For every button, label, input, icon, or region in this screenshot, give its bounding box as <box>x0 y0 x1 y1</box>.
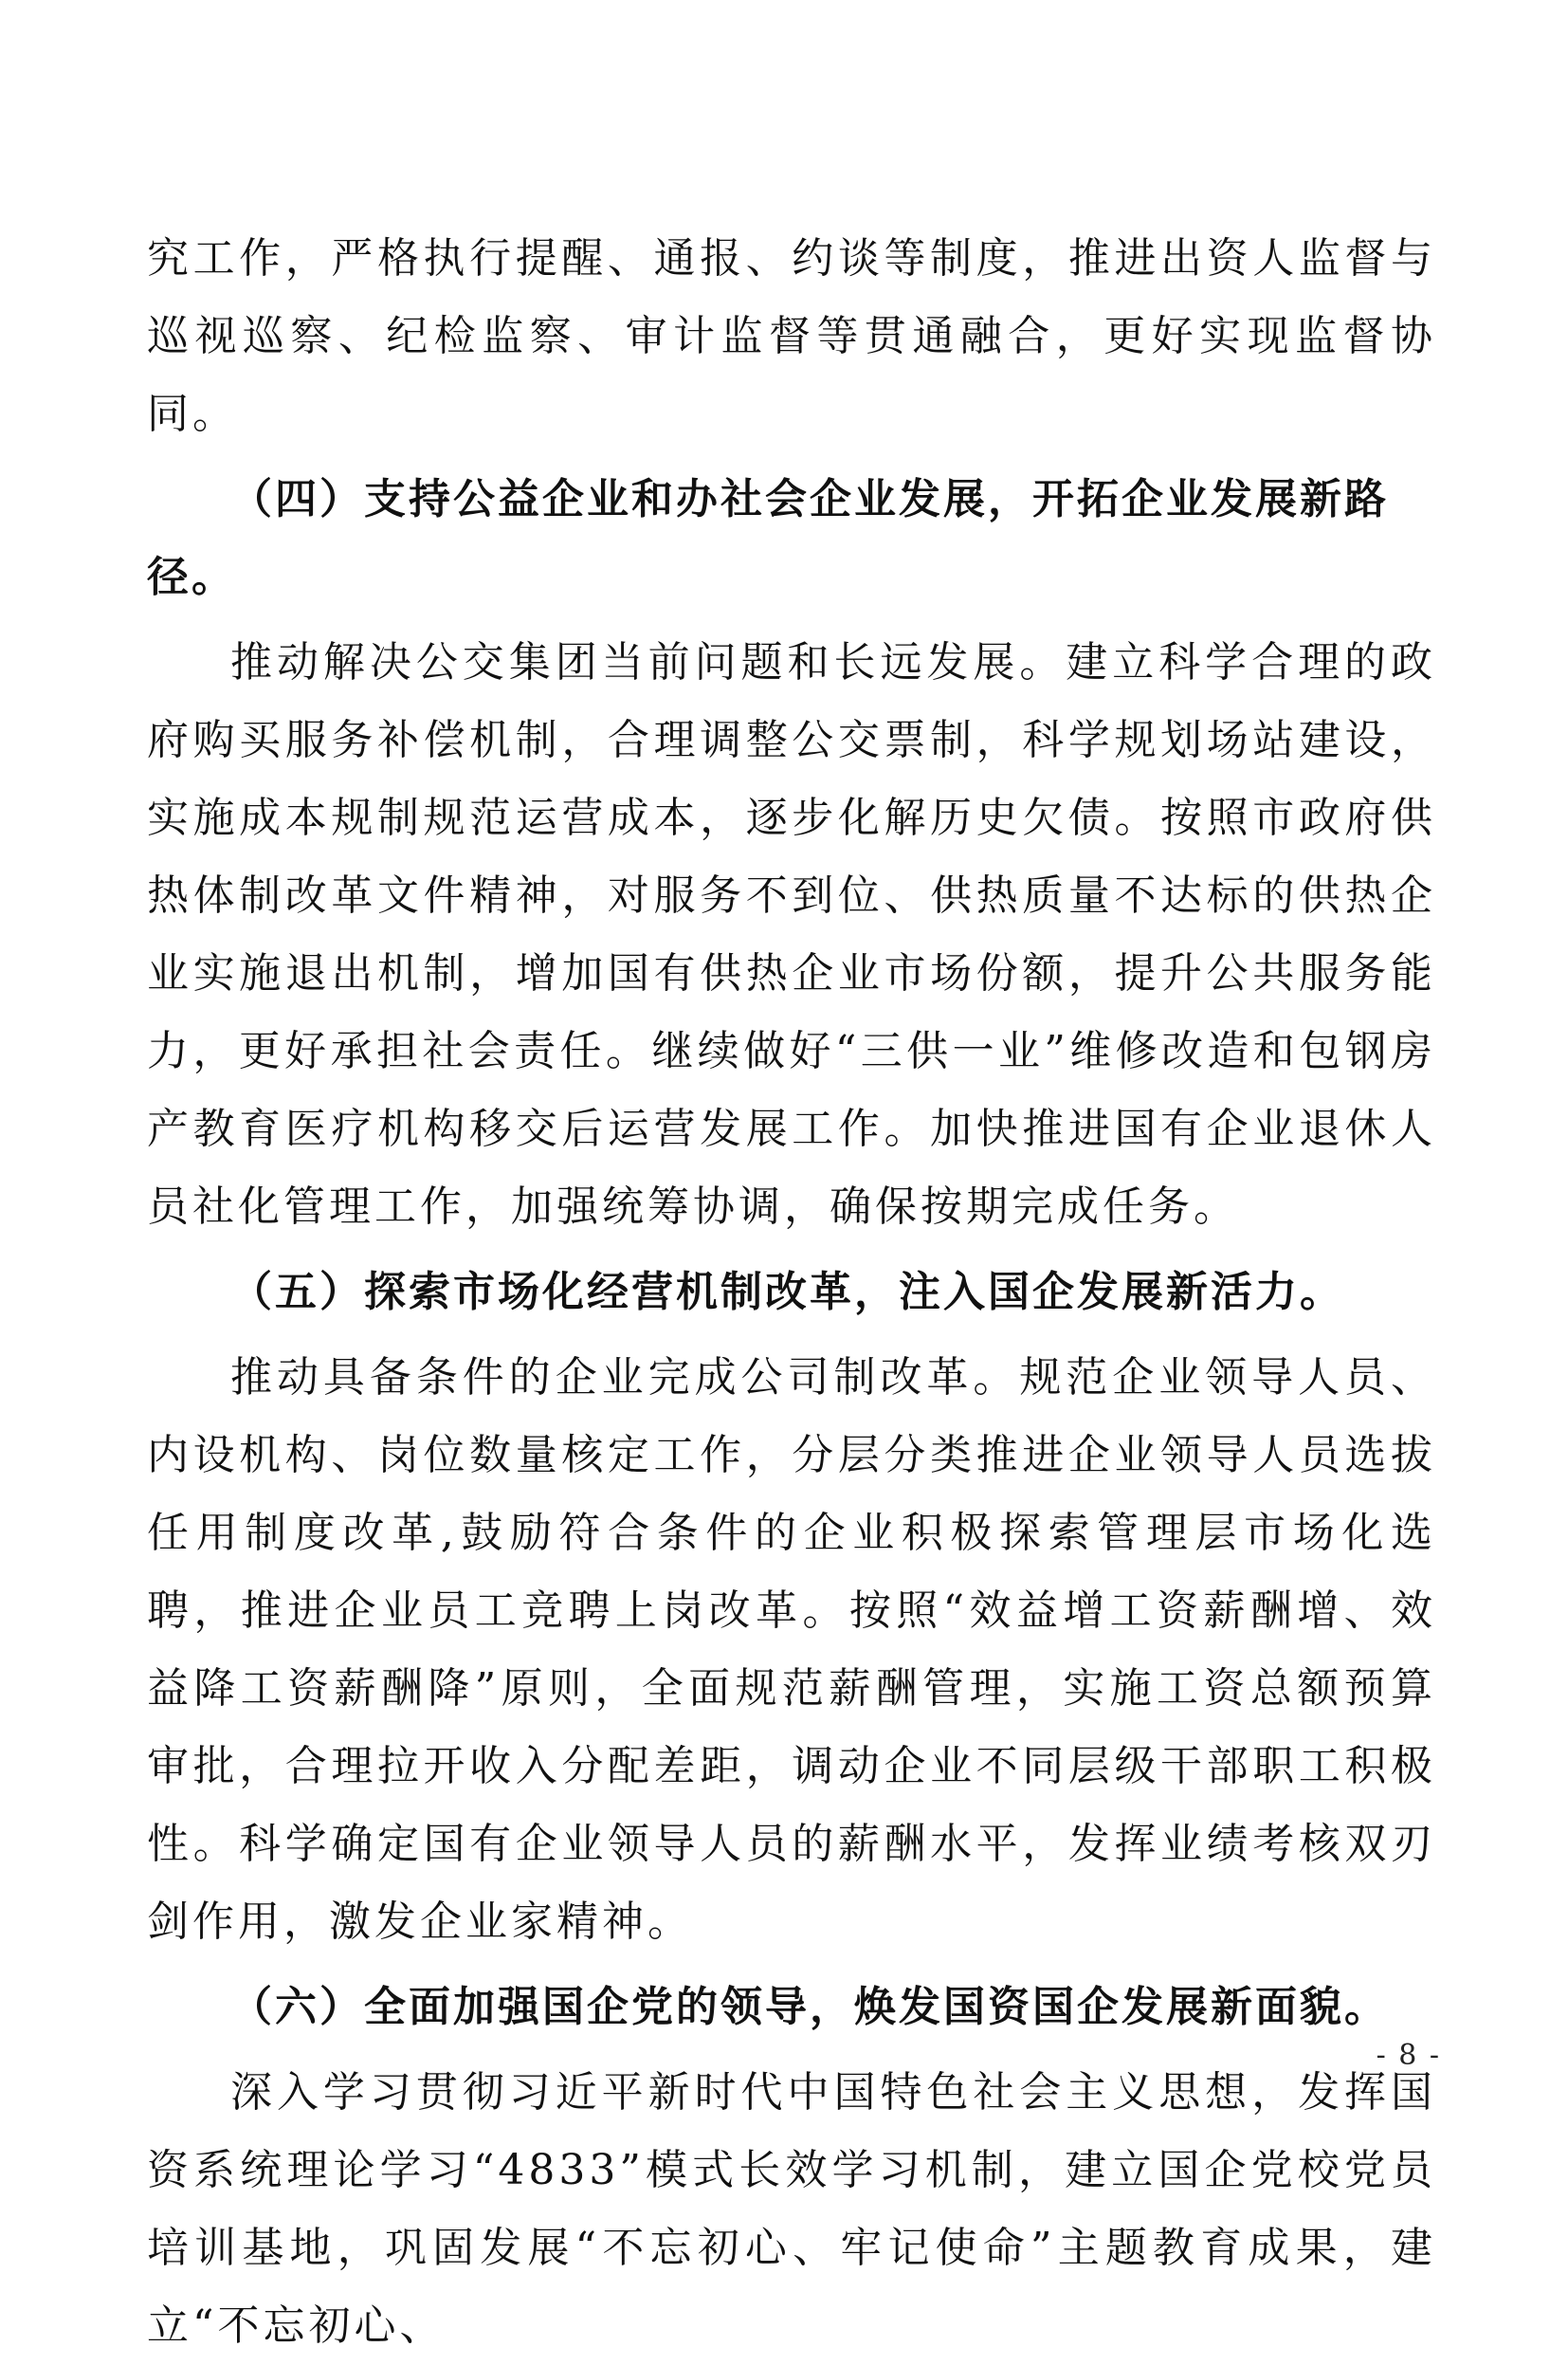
section-heading-5: （五）探索市场化经营机制改革，注入国企发展新活力。 <box>230 1268 1344 1316</box>
document-body <box>147 220 1436 2365</box>
paragraph-market-reform: 推动具备条件的企业完成公司制改革。规范企业领导人员、内设机构、岗位数量核定工作，分层分类推进企业领导人员选拔任用制度改革,鼓励符合条件的企业积极探索管理层市场化选聘，推进企业员工竞聘上岗改革。按照“效益增工资薪酬增、效益降工资薪酬降”原则，全面规范薪酬管理，实施工资总额预算审批，合理拉开收入分配差距，调动企业不同层级干部职工积极性。科学确定国有企业领导人员的薪酬水平，发挥业绩考核双刃剑作用，激发企业家精神。 <box>147 1353 1436 1946</box>
paragraph-public-enterprises: 推动解决公交集团当前问题和长远发展。建立科学合理的政府购买服务补偿机制，合理调整公交票制，科学规划场站建设，实施成本规制规范运营成本，逐步化解历史欠债。按照市政府供热体制改革文件精神，对服务不到位、供热质量不达标的供热企业实施退出机制，增加国有供热企业市场份额，提升公共服务能力，更好承担社会责任。继续做好“三供一业”维修改造和包钢房产教育医疗机构移交后运营发展工作。加快推进国有企业退休人员社化管理工作，加强统筹协调，确保按期完成任务。 <box>147 638 1436 1231</box>
page-number: - 8 - <box>1376 2039 1441 2072</box>
section-heading-4: （四）支持公益企业和办社会企业发展，开拓企业发展新路径。 <box>147 475 1389 601</box>
section-heading-6: （六）全面加强国企党的领导，焕发国资国企发展新面貌。 <box>230 1983 1389 2031</box>
paragraph-party-leadership: 深入学习贯彻习近平新时代中国特色社会主义思想，发挥国资系统理论学习“4833”模式长效学习机制，建立国企党校党员培训基地，巩固发展“不忘初心、牢记使命”主题教育成果，建立“不忘初心、 <box>147 2068 1436 2350</box>
paragraph-continuation: 究工作，严格执行提醒、通报、约谈等制度，推进出资人监督与巡视巡察、纪检监察、审计监督等贯通融合，更好实现监督协同。 <box>147 234 1436 438</box>
